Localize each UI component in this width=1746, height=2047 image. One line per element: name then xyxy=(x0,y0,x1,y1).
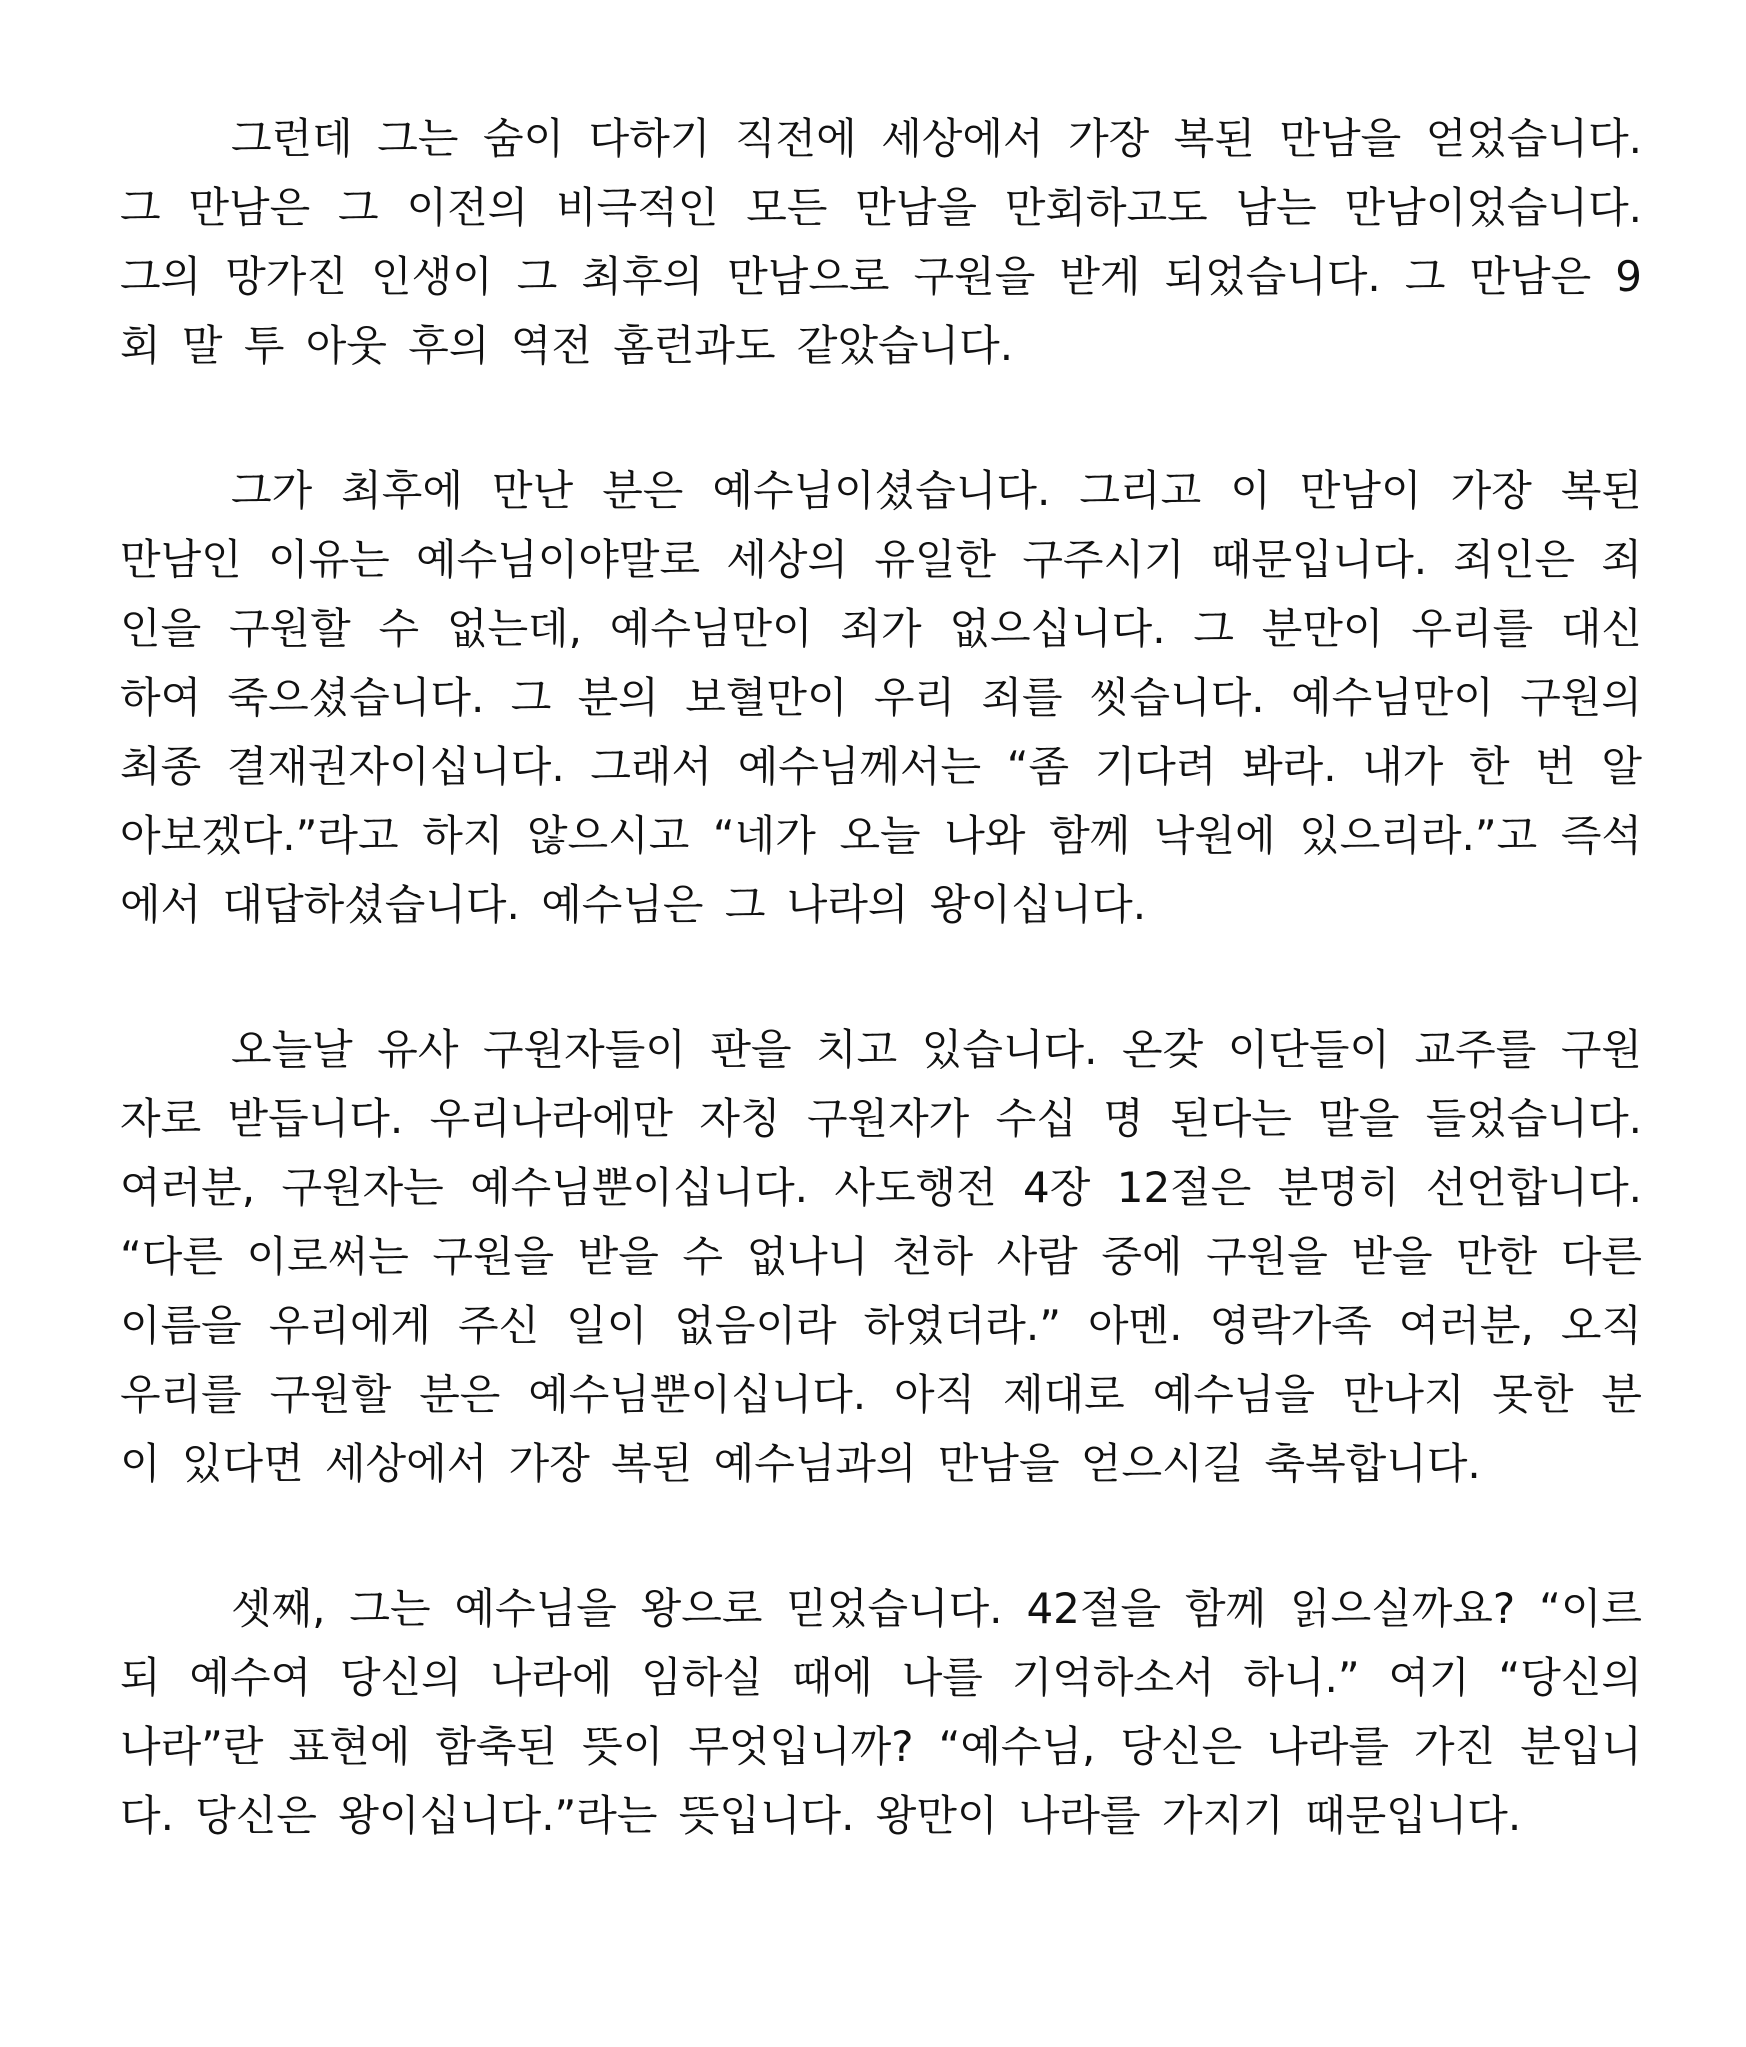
text-line: 그가 최후에 만난 분은 예수님이셨습니다. 그리고 이 만남이 가장 복된 xyxy=(231,466,1642,515)
text-line: 회 말 투 아웃 후의 역전 홈런과도 같았습니다. xyxy=(120,321,1014,370)
text-line: 그 만남은 그 이전의 비극적인 모든 만남을 만회하고도 남는 만남이었습니다. xyxy=(120,183,1642,232)
paragraph-1 xyxy=(120,104,1642,380)
text-line: 여러분, 구원자는 예수님뿐이십니다. 사도행전 4장 12절은 분명히 선언합니다. xyxy=(120,1163,1642,1212)
text-line: 다. 당신은 왕이십니다.”라는 뜻입니다. 왕만이 나라를 가지기 때문입니다. xyxy=(120,1791,1522,1840)
text-line: 아보겠다.”라고 하지 않으시고 “네가 오늘 나와 함께 낙원에 있으리라.”고 즉석 xyxy=(120,811,1642,860)
text-line: 하여 죽으셨습니다. 그 분의 보혈만이 우리 죄를 씻습니다. 예수님만이 구원의 xyxy=(120,673,1642,722)
paragraph-3 xyxy=(120,1015,1642,1498)
text-line: 오늘날 유사 구원자들이 판을 치고 있습니다. 온갖 이단들이 교주를 구원 xyxy=(231,1025,1642,1074)
text-line: 나라”란 표현에 함축된 뜻이 무엇입니까? “예수님, 당신은 나라를 가진 분입니 xyxy=(120,1722,1642,1771)
text-line: 되 예수여 당신의 나라에 임하실 때에 나를 기억하소서 하니.” 여기 “당신의 xyxy=(120,1653,1642,1702)
text-line: 만남인 이유는 예수님이야말로 세상의 유일한 구주시기 때문입니다. 죄인은 죄 xyxy=(120,535,1642,584)
text-line: 이 있다면 세상에서 가장 복된 예수님과의 만남을 얻으시길 축복합니다. xyxy=(120,1439,1481,1488)
body-text xyxy=(120,104,1642,1850)
text-line: 최종 결재권자이십니다. 그래서 예수님께서는 “좀 기다려 봐라. 내가 한 번 알 xyxy=(120,742,1642,791)
text-line: 그런데 그는 숨이 다하기 직전에 세상에서 가장 복된 만남을 얻었습니다. xyxy=(231,114,1642,163)
paragraph-4 xyxy=(120,1574,1642,1850)
text-line: 인을 구원할 수 없는데, 예수님만이 죄가 없으십니다. 그 분만이 우리를 대신 xyxy=(120,604,1642,653)
text-line: “다른 이로써는 구원을 받을 수 없나니 천하 사람 중에 구원을 받을 만한 다른 xyxy=(120,1232,1642,1281)
text-line: 에서 대답하셨습니다. 예수님은 그 나라의 왕이십니다. xyxy=(120,880,1147,929)
paragraph-2 xyxy=(120,456,1642,939)
text-line: 이름을 우리에게 주신 일이 없음이라 하였더라.” 아멘. 영락가족 여러분, 오직 xyxy=(120,1301,1642,1350)
text-line: 셋째, 그는 예수님을 왕으로 믿었습니다. 42절을 함께 읽으실까요? “이르 xyxy=(231,1584,1642,1633)
text-line: 그의 망가진 인생이 그 최후의 만남으로 구원을 받게 되었습니다. 그 만남은 9 xyxy=(120,252,1642,301)
text-line: 자로 받듭니다. 우리나라에만 자칭 구원자가 수십 명 된다는 말을 들었습니다. xyxy=(120,1094,1642,1143)
text-line: 우리를 구원할 분은 예수님뿐이십니다. 아직 제대로 예수님을 만나지 못한 분 xyxy=(120,1370,1642,1419)
